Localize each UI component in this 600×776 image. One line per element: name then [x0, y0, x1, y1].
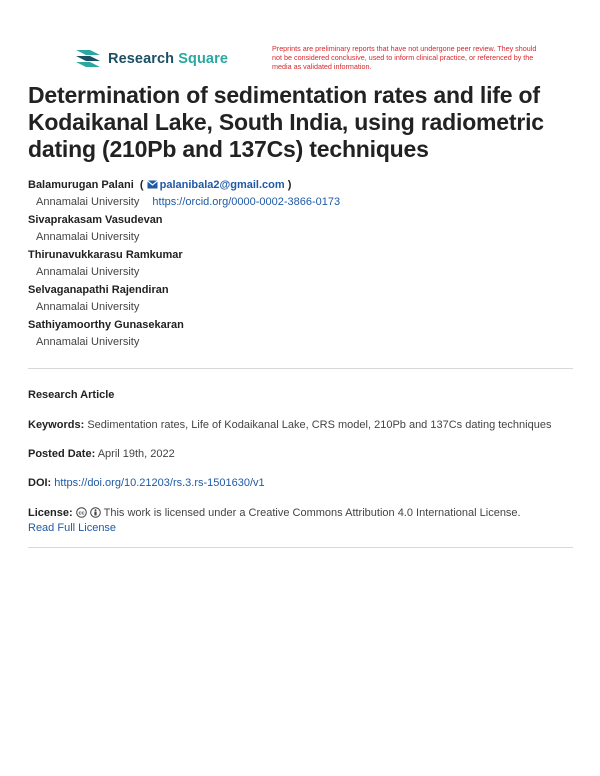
keywords-label: Keywords: [28, 419, 85, 431]
envelope-icon [147, 180, 158, 189]
doi-label: DOI: [28, 477, 52, 489]
preprint-disclaimer: Preprints are preliminary reports that have not undergone peer review. They should not be considered conclusive, used to inform clinical practice, or referenced by the media as validated information. [272, 44, 537, 71]
author-name: Balamurugan Palani ( palanibala2@gmail.com ) [28, 179, 292, 191]
author-entry [28, 249, 573, 279]
author-affiliation: Annamalai University [36, 301, 140, 313]
header [74, 44, 544, 78]
research-square-logo[interactable] [74, 48, 228, 70]
doi-link[interactable]: https://doi.org/10.21203/rs.3.rs-1501630/v1 [54, 477, 265, 489]
author-entry [28, 319, 573, 349]
article-type: Research Article [28, 389, 115, 401]
license [28, 506, 578, 536]
author-email-link[interactable]: palanibala2@gmail.com [159, 179, 285, 191]
orcid-link[interactable]: https://orcid.org/0000-0002-3866-0173 [152, 196, 341, 208]
posted-date-label: Posted Date: [28, 448, 96, 460]
keywords-value: Sedimentation rates, Life of Kodaikanal Lake, CRS model, 210Pb and 137Cs dating techniques [87, 419, 552, 431]
author-list [28, 179, 573, 354]
posted-date [28, 447, 578, 462]
svg-text:cc: cc [78, 510, 85, 517]
divider [28, 547, 573, 548]
author-name: Sathiyamoorthy Gunasekaran [28, 319, 184, 331]
divider [28, 368, 573, 369]
posted-date-value: April 19th, 2022 [97, 448, 175, 460]
author-affiliation: Annamalai University [36, 336, 140, 348]
author-entry [28, 214, 573, 244]
author-affiliation: Annamalai University https://orcid.org/0000-0002-3866-0173 [36, 196, 341, 208]
author-name: Thirunavukkarasu Ramkumar [28, 249, 183, 261]
article-title: Determination of sedimentation rates and life of Kodaikanal Lake, South India, using radiometric dating (210Pb and 137Cs) techniques [28, 82, 544, 162]
author-name: Sivaprakasam Vasudevan [28, 214, 163, 226]
author-affiliation: Annamalai University [36, 266, 140, 278]
read-full-license-link[interactable]: Read Full License [28, 522, 117, 534]
author-name: Selvaganapathi Rajendiran [28, 284, 169, 296]
keywords [28, 418, 578, 433]
research-square-logo-icon [74, 48, 102, 70]
author-entry [28, 179, 573, 209]
doi [28, 476, 578, 491]
license-label: License: [28, 507, 73, 519]
attribution-icon [90, 507, 101, 518]
author-entry [28, 284, 573, 314]
author-affiliation: Annamalai University [36, 231, 140, 243]
creative-commons-icon [76, 507, 87, 518]
license-text: This work is licensed under a Creative Commons Attribution 4.0 International License. [103, 507, 521, 519]
logo-text: Research Square [108, 51, 228, 67]
